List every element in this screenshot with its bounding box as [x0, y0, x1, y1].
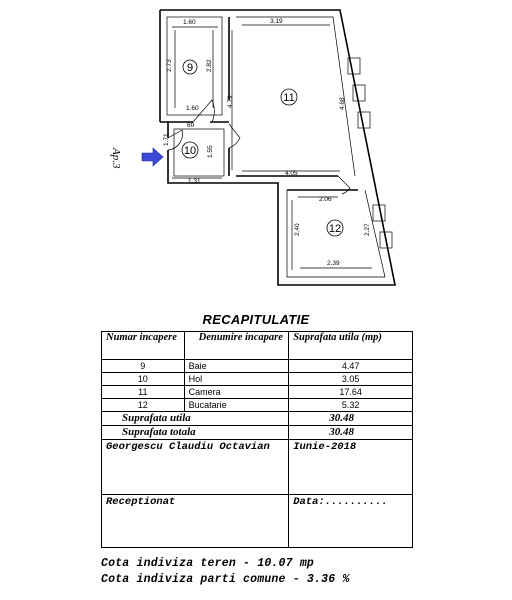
author-signature-space	[102, 464, 289, 495]
room-name-cell: Camera	[184, 386, 289, 399]
received-signature-space	[102, 517, 289, 548]
room-number: 12	[328, 223, 342, 235]
plan-room-11-outline	[236, 17, 355, 176]
recap-table	[101, 331, 413, 548]
dim-text: 1.31	[188, 178, 201, 185]
room-name-cell: Baie	[184, 360, 289, 373]
useful-area-label: Suprafata utila	[102, 412, 289, 426]
header-area: Suprafata utila (mp)	[289, 332, 413, 360]
author-row	[102, 440, 413, 465]
door-swing-entrance	[168, 130, 183, 150]
received-row	[102, 495, 413, 518]
window-3	[358, 112, 370, 128]
room-name-cell: Bucatarie	[184, 399, 289, 412]
dim-text: 2.73	[166, 59, 173, 72]
author-signature-row	[102, 464, 413, 495]
recap-title: RECAPITULATIE	[202, 312, 310, 327]
total-area-label: Suprafata totala	[102, 426, 289, 440]
land-share-note: Cota indiviza teren - 10.07 mp	[101, 557, 315, 570]
received-date-label: Data:..........	[289, 495, 413, 518]
dim-text: 1.60	[183, 19, 196, 26]
dim-text: 3.19	[270, 18, 283, 25]
room-area-cell: 4.47	[289, 360, 413, 373]
table-row	[102, 360, 413, 373]
dim-text: 2.39	[327, 260, 340, 267]
room-name-cell: Hol	[184, 373, 289, 386]
useful-area-row	[102, 412, 413, 426]
dim-text: 1.71	[163, 133, 170, 146]
room-number: 9	[186, 62, 194, 74]
total-area-row	[102, 426, 413, 440]
apartment-label: Ap.3	[110, 148, 122, 169]
dim-text: 1.55	[207, 145, 214, 158]
room-area-cell: 17.64	[289, 386, 413, 399]
dim-text: 2.06	[319, 196, 332, 203]
total-area-value: 30.48	[289, 426, 413, 440]
header-room-number: Numar incapere	[102, 332, 185, 360]
room-area-cell: 5.32	[289, 399, 413, 412]
dim-text: 60	[187, 122, 195, 129]
dim-text: 1.60	[186, 105, 199, 112]
header-room-name: Denumire incapare	[184, 332, 289, 360]
room-number: 11	[283, 92, 295, 104]
common-share-note: Cota indiviza parti comune - 3.36 %	[101, 573, 350, 586]
dim-text: 4.05	[285, 170, 298, 177]
entrance-arrow-icon	[142, 148, 163, 166]
room-area-cell: 3.05	[289, 373, 413, 386]
dim-text: 2.40	[294, 223, 301, 236]
document-date: Iunie-2018	[289, 440, 413, 465]
received-signature-row	[102, 517, 413, 548]
dim-text: 4.79	[227, 95, 234, 108]
author-name: Georgescu Claudiu Octavian	[102, 440, 289, 465]
table-row	[102, 399, 413, 412]
table-row	[102, 386, 413, 399]
dim-text: 4.68	[339, 97, 346, 110]
door-swing-room	[229, 124, 240, 148]
dim-text: 2.82	[206, 59, 213, 72]
table-row	[102, 373, 413, 386]
useful-area-value: 30.48	[289, 412, 413, 426]
received-date-space	[289, 517, 413, 548]
received-label: Receptionat	[102, 495, 289, 518]
date-signature-space	[289, 464, 413, 495]
room-number-cell: 12	[102, 399, 185, 412]
room-number-cell: 10	[102, 373, 185, 386]
plan-room-10-outline	[174, 129, 224, 176]
room-number: 10	[183, 145, 197, 157]
table-header-row	[102, 332, 413, 360]
room-number-cell: 9	[102, 360, 185, 373]
door-swing-kitchen	[338, 176, 350, 194]
dim-text: 2.27	[364, 223, 371, 236]
room-number-cell: 11	[102, 386, 185, 399]
